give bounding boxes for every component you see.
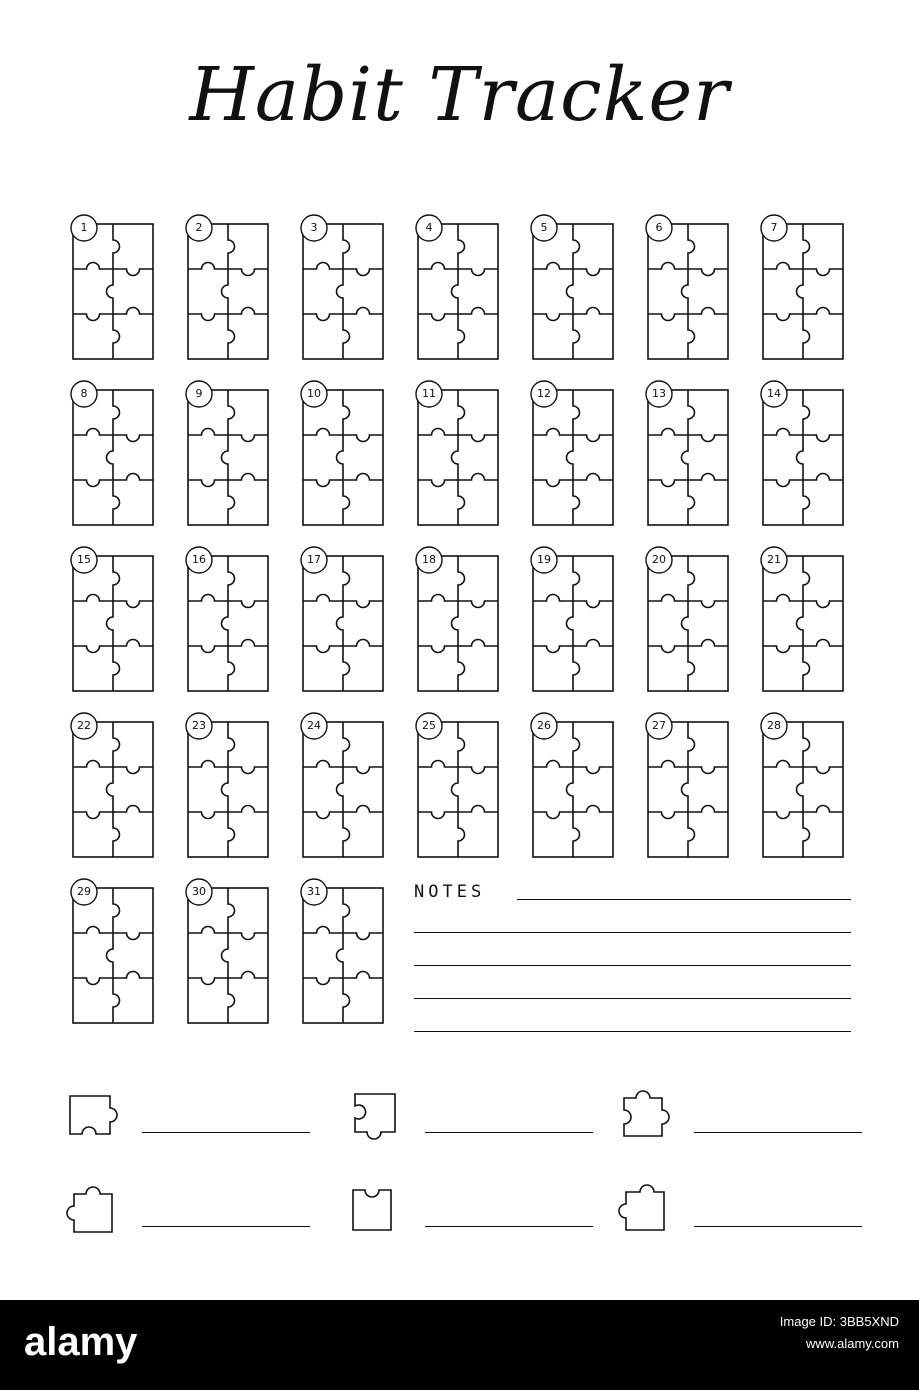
day-number: 27 [652,719,666,732]
day-number: 13 [652,387,666,400]
day-card-29[interactable] [68,878,158,1023]
day-card-8[interactable] [68,380,158,525]
day-number: 1 [80,221,88,234]
day-number: 31 [307,885,321,898]
watermark-footer [0,1300,919,1390]
day-number: 8 [80,387,88,400]
day-number: 7 [770,221,778,234]
day-card-20[interactable] [643,546,733,691]
day-number: 26 [537,719,551,732]
day-card-12[interactable] [528,380,618,525]
day-number: 24 [307,719,321,732]
puzzle-piece-icon [343,1086,409,1146]
day-card-18[interactable] [413,546,503,691]
legend-habit-line[interactable] [694,1226,862,1227]
day-card-10[interactable] [298,380,388,525]
day-card-17[interactable] [298,546,388,691]
day-card-2[interactable] [183,214,273,359]
legend-habit-line[interactable] [425,1132,593,1133]
day-number: 17 [307,553,321,566]
day-number: 19 [537,553,551,566]
day-number: 20 [652,553,666,566]
puzzle-piece-icon [612,1086,678,1146]
site-url: www.alamy.com [806,1336,899,1351]
puzzle-piece-icon [60,1086,126,1146]
notes-label: NOTES [414,882,486,902]
day-number: 18 [422,553,436,566]
day-number: 4 [425,221,433,234]
day-card-27[interactable] [643,712,733,857]
day-number: 28 [767,719,781,732]
day-number: 25 [422,719,436,732]
legend-habit-line[interactable] [694,1132,862,1133]
notes-line[interactable] [414,1031,851,1032]
day-card-22[interactable] [68,712,158,857]
day-card-11[interactable] [413,380,503,525]
day-card-7[interactable] [758,214,848,359]
legend-habit-line[interactable] [425,1226,593,1227]
day-card-5[interactable] [528,214,618,359]
day-card-14[interactable] [758,380,848,525]
day-number: 3 [310,221,318,234]
day-number: 30 [192,885,206,898]
day-number: 14 [767,387,781,400]
legend-habit-line[interactable] [142,1226,310,1227]
day-number: 16 [192,553,206,566]
day-number: 22 [77,719,91,732]
day-card-28[interactable] [758,712,848,857]
day-number: 12 [537,387,551,400]
day-card-6[interactable] [643,214,733,359]
page-title: Habit Tracker [189,52,730,138]
day-card-16[interactable] [183,546,273,691]
day-number: 23 [192,719,206,732]
puzzle-piece-icon [60,1180,126,1240]
day-number: 29 [77,885,91,898]
puzzle-piece-icon [612,1180,678,1240]
notes-line[interactable] [414,965,851,966]
image-id: Image ID: 3BB5XND [779,1314,899,1329]
legend-habit-line[interactable] [142,1132,310,1133]
day-card-25[interactable] [413,712,503,857]
day-number: 11 [422,387,436,400]
notes-line[interactable] [414,932,851,933]
day-card-9[interactable] [183,380,273,525]
day-card-1[interactable] [68,214,158,359]
day-card-19[interactable] [528,546,618,691]
day-card-30[interactable] [183,878,273,1023]
day-card-26[interactable] [528,712,618,857]
day-card-23[interactable] [183,712,273,857]
notes-line[interactable] [517,899,851,900]
puzzle-piece-icon [343,1180,409,1240]
day-card-4[interactable] [413,214,503,359]
day-card-13[interactable] [643,380,733,525]
notes-line[interactable] [414,998,851,999]
day-number: 15 [77,553,91,566]
day-card-21[interactable] [758,546,848,691]
day-number: 5 [540,221,548,234]
day-number: 6 [655,221,663,234]
alamy-logo: alamy [24,1320,138,1364]
day-card-15[interactable] [68,546,158,691]
day-number: 21 [767,553,781,566]
day-card-31[interactable] [298,878,388,1023]
day-card-24[interactable] [298,712,388,857]
day-number: 2 [195,221,203,234]
day-card-3[interactable] [298,214,388,359]
day-number: 10 [307,387,321,400]
day-number: 9 [195,387,203,400]
